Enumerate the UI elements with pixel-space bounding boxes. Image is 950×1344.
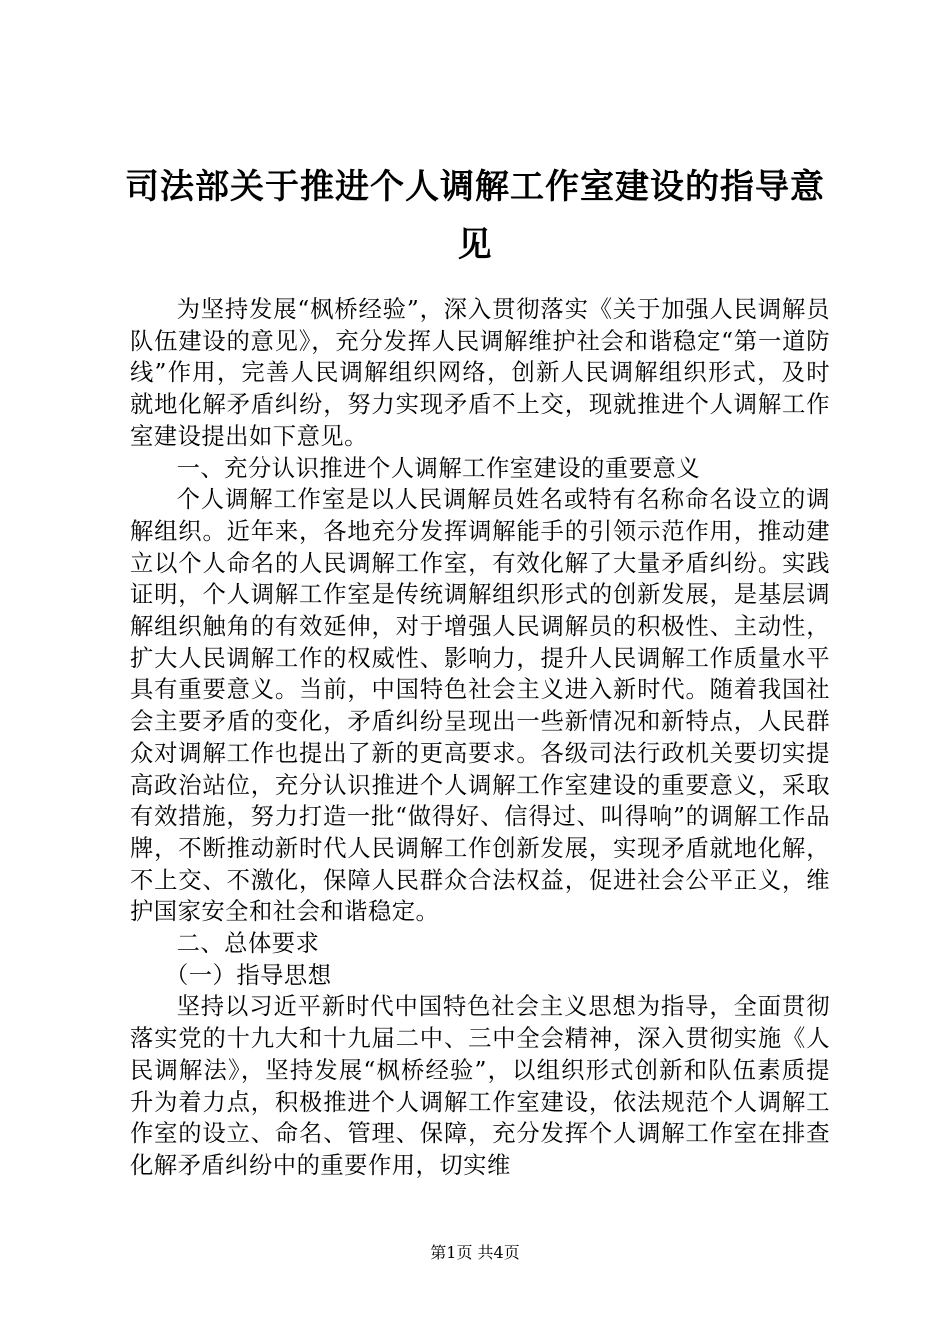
paragraph-significance: 个人调解工作室是以人民调解员姓名或特有名称命名设立的调解组织。近年来，各地充分发挥调解能手的引领示范作用，推动建立以个人命名的人民调解工作室，有效化解了大量矛盾纠纷。实践证明，个人调解工作室是传统调解组织形式的创新发展，是基层调解组织触角的有效延伸，对于增强人民调解员的积极性、主动性，扩大人民调解工作的权威性、影响力，提升人民调解工作质量水平具有重要意义。当前，中国特色社会主义进入新时代。随着我国社会主要矛盾的变化，矛盾纠纷呈现出一些新情况和新特点，人民群众对调解工作也提出了新的更高要求。各级司法行政机关要切实提高政治站位，充分认识推进个人调解工作室建设的重要意义，采取有效措施，努力打造一批“做得好、信得过、叫得响”的调解工作品牌，不断推动新时代人民调解工作创新发展，实现矛盾就地化解，不上交、不激化，保障人民群众合法权益，促进社会公平正义，维护国家安全和社会和谐稳定。: [130, 486, 830, 926]
subsection-heading-guiding-ideology: （一）指导思想: [164, 961, 332, 989]
paragraph-guiding-ideology: 坚持以习近平新时代中国特色社会主义思想为指导，全面贯彻落实党的十九大和十九届二中、三中全会精神，深入贯彻实施《人民调解法》，坚持发展“枫桥经验”，以组织形式创新和队伍素质提升为着力点，积极推进个人调解工作室建设，依法规范个人调解工作室的设立、命名、管理、保障，充分发挥个人调解工作室在排查化解矛盾纠纷中的重要作用，切实维: [130, 993, 830, 1179]
document-title: 司法部关于推进个人调解工作室建设的指导意见: [125, 167, 825, 265]
section-heading-1: 一、充分认识推进个人调解工作室建设的重要意义: [176, 454, 701, 482]
document-body: [130, 294, 830, 1182]
paragraph-intro: 为坚持发展“枫桥经验”，深入贯彻落实《关于加强人民调解员队伍建设的意见》，充分发挥人民调解维护社会和谐稳定“第一道防线”作用，完善人民调解组织网络，创新人民调解组织形式，及时就地化解矛盾纠纷，努力实现矛盾不上交，现就推进个人调解工作室建设提出如下意见。: [130, 296, 830, 450]
section-heading-2: 二、总体要求: [176, 930, 320, 958]
page-number-footer: 第1页 共4页: [430, 1243, 520, 1262]
